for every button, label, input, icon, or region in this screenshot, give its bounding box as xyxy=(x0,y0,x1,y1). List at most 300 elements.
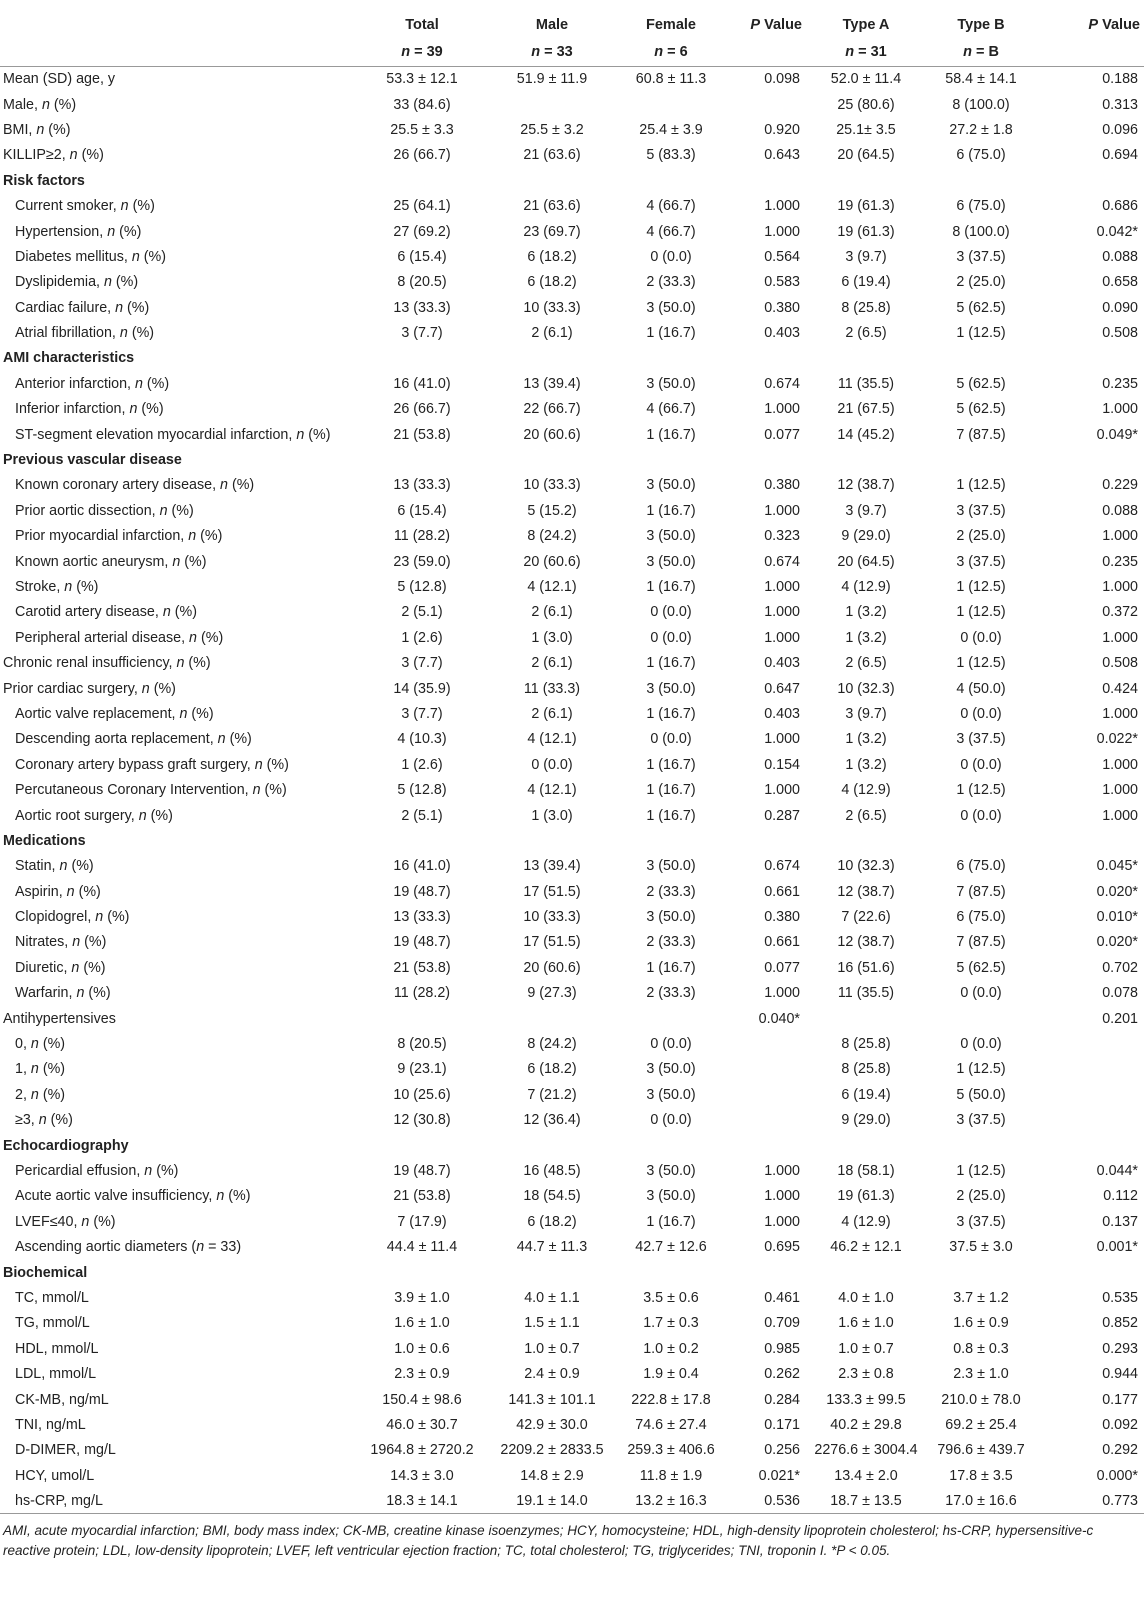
header-cell-p-value-sex: P Value xyxy=(750,17,802,33)
cell-p-value-sex: 1.000 xyxy=(764,604,800,621)
cell-type-a: 14 (45.2) xyxy=(837,426,895,443)
cell-type-a: 7 (22.6) xyxy=(841,909,891,926)
cell-total: 12 (30.8) xyxy=(393,1112,451,1129)
cell-type-b: 1.6 ± 0.9 xyxy=(953,1315,1009,1332)
row-label: Acute aortic valve insufficiency, n (%) xyxy=(15,1188,251,1205)
cell-p-value-sex: 0.154 xyxy=(764,756,800,773)
cell-type-b: 3 (37.5) xyxy=(956,502,1006,519)
cell-female: 3 (50.0) xyxy=(646,680,696,697)
cell-female: 0 (0.0) xyxy=(650,1036,692,1053)
cell-p-value-type: 0.045* xyxy=(1096,858,1138,875)
cell-total: 23 (59.0) xyxy=(393,553,451,570)
cell-type-a: 13.4 ± 2.0 xyxy=(834,1467,898,1484)
table-row xyxy=(0,1057,1144,1082)
cell-type-a: 8 (25.8) xyxy=(841,1036,891,1053)
row-label: Clopidogrel, n (%) xyxy=(15,909,130,926)
cell-total: 1 (2.6) xyxy=(401,629,443,646)
table-row xyxy=(0,930,1144,955)
cell-total: 1 (2.6) xyxy=(401,756,443,773)
table-row xyxy=(0,143,1144,168)
cell-type-a: 2 (6.5) xyxy=(845,325,887,342)
cell-p-value-sex: 1.000 xyxy=(764,629,800,646)
cell-p-value-sex: 1.000 xyxy=(764,985,800,1002)
cell-female: 2 (33.3) xyxy=(646,934,696,951)
cell-total: 44.4 ± 11.4 xyxy=(386,1239,458,1256)
cell-p-value-sex: 0.403 xyxy=(764,325,800,342)
cell-female: 3 (50.0) xyxy=(646,858,696,875)
cell-male: 6 (18.2) xyxy=(527,1213,577,1230)
cell-type-a: 4 (12.9) xyxy=(841,782,891,799)
table-row xyxy=(0,701,1144,726)
cell-total: 33 (84.6) xyxy=(393,96,451,113)
table-row xyxy=(0,1336,1144,1361)
cell-p-value-type: 0.773 xyxy=(1102,1492,1138,1509)
cell-total: 13 (33.3) xyxy=(393,299,451,316)
cell-type-b: 17.8 ± 3.5 xyxy=(949,1467,1013,1484)
cell-total: 5 (12.8) xyxy=(397,782,447,799)
cell-p-value-sex: 0.647 xyxy=(764,680,800,697)
cell-female: 3 (50.0) xyxy=(646,1086,696,1103)
cell-p-value-sex: 0.287 xyxy=(764,807,800,824)
cell-total: 8 (20.5) xyxy=(397,1036,447,1053)
cell-total xyxy=(356,346,488,371)
cell-type-b: 210.0 ± 78.0 xyxy=(941,1391,1021,1408)
row-label: Stroke, n (%) xyxy=(15,579,99,595)
cell-p-value-type: 1.000 xyxy=(1102,705,1138,722)
cell-male xyxy=(488,346,616,371)
cell-p-value-sex: 0.695 xyxy=(764,1239,800,1256)
row-label: Mean (SD) age, y xyxy=(3,71,116,88)
cell-total: 26 (66.7) xyxy=(393,147,451,164)
cell-total: 2 (5.1) xyxy=(401,604,443,621)
cell-female: 3.5 ± 0.6 xyxy=(643,1289,699,1306)
table-row xyxy=(0,1361,1144,1386)
cell-total: 7 (17.9) xyxy=(397,1213,447,1230)
cell-total: 26 (66.7) xyxy=(393,401,451,418)
cell-type-b: 5 (50.0) xyxy=(956,1086,1006,1103)
cell-female: 0 (0.0) xyxy=(650,248,692,265)
cell-p-value-type: 1.000 xyxy=(1102,782,1138,799)
cell-type-b: 37.5 ± 3.0 xyxy=(949,1239,1013,1256)
cell-type-b: 1 (12.5) xyxy=(956,1162,1006,1179)
cell-female xyxy=(616,828,726,853)
row-label: 1, n (%) xyxy=(15,1061,66,1078)
cell-p-value-sex: 0.564 xyxy=(764,248,800,265)
row-label: Dyslipidemia, n (%) xyxy=(15,274,139,291)
cell-male: 17 (51.5) xyxy=(523,883,581,900)
cell-type-a: 2 (6.5) xyxy=(845,807,887,824)
table-row xyxy=(0,1158,1144,1183)
cell-total xyxy=(356,168,488,193)
cell-male: 20 (60.6) xyxy=(523,426,581,443)
cell-p-value-type xyxy=(1036,1108,1144,1133)
cell-p-value-sex: 0.171 xyxy=(764,1416,800,1433)
cell-p-value-type: 0.000* xyxy=(1096,1467,1138,1484)
cell-male: 11 (33.3) xyxy=(523,680,581,697)
cell-p-value-type xyxy=(1036,1082,1144,1107)
cell-type-a xyxy=(806,447,926,472)
cell-female: 25.4 ± 3.9 xyxy=(639,121,703,138)
cell-type-b: 2 (25.0) xyxy=(956,1188,1006,1205)
cell-male: 1.0 ± 0.7 xyxy=(524,1340,580,1357)
cell-total: 46.0 ± 30.7 xyxy=(386,1416,458,1433)
cell-female: 1.0 ± 0.2 xyxy=(643,1340,699,1357)
table-row xyxy=(0,1184,1144,1209)
cell-male: 44.7 ± 11.3 xyxy=(516,1239,588,1256)
cell-type-a: 25.1± 3.5 xyxy=(836,121,896,138)
section-header-row xyxy=(0,828,1144,853)
table-row xyxy=(0,92,1144,117)
cell-type-a: 1.6 ± 1.0 xyxy=(838,1315,894,1332)
cell-type-b: 0 (0.0) xyxy=(960,705,1002,722)
cell-female: 0 (0.0) xyxy=(650,604,692,621)
cell-female: 0 (0.0) xyxy=(650,1112,692,1129)
cell-female: 3 (50.0) xyxy=(646,1061,696,1078)
table-row xyxy=(0,397,1144,422)
cell-male: 25.5 ± 3.2 xyxy=(520,121,584,138)
cell-male: 8 (24.2) xyxy=(527,528,577,545)
cell-type-a: 18.7 ± 13.5 xyxy=(830,1492,902,1509)
row-label: Carotid artery disease, n (%) xyxy=(15,604,197,621)
cell-male: 21 (63.6) xyxy=(523,198,581,215)
cell-p-value-sex: 1.000 xyxy=(764,223,800,240)
cell-total: 16 (41.0) xyxy=(393,375,451,392)
cell-p-value-type: 0.090 xyxy=(1102,299,1138,316)
cell-female: 1 (16.7) xyxy=(646,756,696,773)
cell-type-a: 2.3 ± 0.8 xyxy=(838,1366,894,1383)
row-label: KILLIP≥2, n (%) xyxy=(3,147,104,164)
cell-male: 21 (63.6) xyxy=(523,147,581,164)
cell-type-b: 1 (12.5) xyxy=(956,477,1006,494)
cell-type-a: 19 (61.3) xyxy=(837,1188,895,1205)
cell-p-value-type: 0.508 xyxy=(1102,325,1138,342)
cell-total: 1.0 ± 0.6 xyxy=(394,1340,450,1357)
cell-female xyxy=(616,1006,726,1031)
cell-p-value-type: 0.372 xyxy=(1102,604,1138,621)
cell-male: 18 (54.5) xyxy=(523,1188,581,1205)
cell-female: 3 (50.0) xyxy=(646,299,696,316)
cell-male: 20 (60.6) xyxy=(523,959,581,976)
cell-type-a: 4 (12.9) xyxy=(841,1213,891,1230)
row-label: Prior myocardial infarction, n (%) xyxy=(15,528,223,545)
row-label: Diabetes mellitus, n (%) xyxy=(15,248,166,265)
row-label: Atrial fibrillation, n (%) xyxy=(15,325,155,342)
cell-type-a: 12 (38.7) xyxy=(837,934,895,951)
cell-p-value-sex xyxy=(726,1057,806,1082)
row-label: Descending aorta replacement, n (%) xyxy=(15,731,252,748)
cell-type-a xyxy=(806,346,926,371)
cell-p-value-sex: 0.920 xyxy=(764,121,800,138)
header-cell-variable xyxy=(0,0,356,67)
cell-female: 3 (50.0) xyxy=(646,1162,696,1179)
row-label: Known aortic aneurysm, n (%) xyxy=(15,553,207,570)
row-label: Anterior infarction, n (%) xyxy=(15,375,170,392)
cell-male xyxy=(488,447,616,472)
cell-p-value-type: 0.112 xyxy=(1103,1188,1138,1205)
table-row xyxy=(0,1082,1144,1107)
cell-p-value-type: 0.535 xyxy=(1102,1289,1138,1306)
section-title: Risk factors xyxy=(3,172,85,189)
cell-p-value-sex: 1.000 xyxy=(764,198,800,215)
row-label: Coronary artery bypass graft surgery, n (%) xyxy=(15,756,289,773)
row-label: Prior aortic dissection, n (%) xyxy=(15,502,194,519)
cell-male: 8 (24.2) xyxy=(527,1036,577,1053)
cell-type-b: 0.8 ± 0.3 xyxy=(953,1340,1009,1357)
table-row xyxy=(0,1209,1144,1234)
cell-female: 259.3 ± 406.6 xyxy=(627,1442,715,1459)
cell-male: 19.1 ± 14.0 xyxy=(516,1492,588,1509)
cell-total: 6 (15.4) xyxy=(397,502,447,519)
cell-total: 14.3 ± 3.0 xyxy=(390,1467,454,1484)
section-header-row xyxy=(0,346,1144,371)
cell-type-b: 7 (87.5) xyxy=(956,883,1006,900)
row-label: TG, mmol/L xyxy=(15,1315,90,1332)
table-row xyxy=(0,422,1144,447)
table-row xyxy=(0,1488,1144,1513)
cell-p-value-sex: 0.077 xyxy=(764,959,800,976)
cell-p-value-type: 0.049* xyxy=(1096,426,1138,443)
cell-total: 2 (5.1) xyxy=(401,807,443,824)
cell-male: 5 (15.2) xyxy=(527,502,577,519)
cell-type-a: 1 (3.2) xyxy=(845,756,887,773)
cell-type-b: 6 (75.0) xyxy=(956,858,1006,875)
cell-p-value-type: 0.088 xyxy=(1102,248,1138,265)
cell-p-value-type xyxy=(1036,1260,1144,1285)
cell-type-b xyxy=(926,828,1036,853)
cell-p-value-type: 0.313 xyxy=(1102,96,1138,113)
cell-p-value-type: 0.944 xyxy=(1102,1366,1138,1383)
cell-total: 19 (48.7) xyxy=(393,934,451,951)
table-row xyxy=(0,498,1144,523)
table-row xyxy=(0,600,1144,625)
cell-total: 3 (7.7) xyxy=(401,705,443,722)
cell-p-value-type: 0.292 xyxy=(1102,1442,1138,1459)
cell-total: 25.5 ± 3.3 xyxy=(390,121,454,138)
cell-p-value-type: 1.000 xyxy=(1102,401,1138,418)
cell-p-value-type: 0.001* xyxy=(1096,1239,1138,1256)
cell-total: 1964.8 ± 2720.2 xyxy=(370,1442,474,1459)
table-row xyxy=(0,727,1144,752)
cell-type-b: 3 (37.5) xyxy=(956,553,1006,570)
row-label: Nitrates, n (%) xyxy=(15,934,107,951)
row-label: Male, n (%) xyxy=(3,96,77,113)
cell-male: 9 (27.3) xyxy=(527,985,577,1002)
cell-p-value-type: 0.092 xyxy=(1102,1416,1138,1433)
cell-total: 21 (53.8) xyxy=(393,426,451,443)
header-cell-type-a: Type A n = 31 xyxy=(842,17,890,60)
cell-p-value-type: 0.852 xyxy=(1102,1315,1138,1332)
cell-type-a xyxy=(806,1006,926,1031)
cell-male: 4 (12.1) xyxy=(527,579,577,595)
cell-male: 141.3 ± 101.1 xyxy=(508,1391,596,1408)
cell-male: 10 (33.3) xyxy=(523,299,581,316)
cell-male: 20 (60.6) xyxy=(523,553,581,570)
cell-type-b: 3 (37.5) xyxy=(956,1213,1006,1230)
cell-total xyxy=(356,1260,488,1285)
cell-male xyxy=(488,1260,616,1285)
cell-type-a: 2 (6.5) xyxy=(845,655,887,672)
table-row xyxy=(0,1006,1144,1031)
cell-female: 1 (16.7) xyxy=(646,807,696,824)
cell-female: 4 (66.7) xyxy=(646,198,696,215)
cell-p-value-type: 0.229 xyxy=(1102,477,1138,494)
cell-total: 11 (28.2) xyxy=(393,528,451,545)
cell-female: 1 (16.7) xyxy=(646,655,696,672)
row-label: Peripheral arterial disease, n (%) xyxy=(15,629,224,646)
table-row xyxy=(0,752,1144,777)
cell-p-value-sex: 1.000 xyxy=(764,1162,800,1179)
cell-female: 1 (16.7) xyxy=(646,959,696,976)
cell-p-value-sex: 0.536 xyxy=(764,1492,800,1509)
cell-p-value-type: 0.424 xyxy=(1102,680,1138,697)
cell-p-value-type: 0.044* xyxy=(1096,1162,1138,1179)
cell-total: 13 (33.3) xyxy=(393,909,451,926)
row-label: LVEF≤40, n (%) xyxy=(15,1213,116,1230)
cell-p-value-sex: 0.461 xyxy=(764,1289,800,1306)
cell-total: 16 (41.0) xyxy=(393,858,451,875)
cell-total: 8 (20.5) xyxy=(397,274,447,291)
cell-p-value-type: 0.177 xyxy=(1102,1391,1138,1408)
cell-total: 3.9 ± 1.0 xyxy=(394,1289,450,1306)
cell-p-value-type: 0.293 xyxy=(1102,1340,1138,1357)
cell-p-value-sex: 0.709 xyxy=(764,1315,800,1332)
cell-male: 6 (18.2) xyxy=(527,1061,577,1078)
cell-p-value-type: 0.702 xyxy=(1102,959,1138,976)
cell-total: 4 (10.3) xyxy=(397,731,447,748)
cell-type-a: 19 (61.3) xyxy=(837,223,895,240)
cell-p-value-type: 0.508 xyxy=(1102,655,1138,672)
cell-male: 22 (66.7) xyxy=(523,401,581,418)
cell-p-value-sex xyxy=(726,92,806,117)
cell-p-value-type: 0.235 xyxy=(1102,553,1138,570)
cell-male: 42.9 ± 30.0 xyxy=(516,1416,588,1433)
table-row xyxy=(0,371,1144,396)
cell-p-value-sex xyxy=(726,1133,806,1158)
cell-total: 11 (28.2) xyxy=(393,985,451,1002)
cell-type-a: 1 (3.2) xyxy=(845,731,887,748)
cell-type-a: 8 (25.8) xyxy=(841,1061,891,1078)
cell-p-value-sex xyxy=(726,168,806,193)
cell-type-b: 2 (25.0) xyxy=(956,528,1006,545)
cell-p-value-sex xyxy=(726,1031,806,1056)
cell-female xyxy=(616,168,726,193)
cell-type-b: 0 (0.0) xyxy=(960,756,1002,773)
cell-type-b: 4 (50.0) xyxy=(956,680,1006,697)
cell-type-a: 133.3 ± 99.5 xyxy=(826,1391,906,1408)
cell-female: 74.6 ± 27.4 xyxy=(635,1416,707,1433)
row-label: Aspirin, n (%) xyxy=(15,883,101,900)
cell-type-a: 1.0 ± 0.7 xyxy=(838,1340,894,1357)
cell-total: 150.4 ± 98.6 xyxy=(382,1391,462,1408)
cell-type-b: 1 (12.5) xyxy=(956,655,1006,672)
cell-type-a: 6 (19.4) xyxy=(841,274,891,291)
cell-male: 2 (6.1) xyxy=(531,325,573,342)
cell-female: 1 (16.7) xyxy=(646,579,696,595)
cell-total xyxy=(356,447,488,472)
cell-p-value-sex xyxy=(726,1082,806,1107)
cell-type-a: 9 (29.0) xyxy=(841,528,891,545)
cell-type-a xyxy=(806,1260,926,1285)
cell-type-a: 6 (19.4) xyxy=(841,1086,891,1103)
cell-type-b xyxy=(926,1260,1036,1285)
header-cell-female: Female n = 6 xyxy=(646,17,696,60)
row-label: Aortic root surgery, n (%) xyxy=(15,807,173,824)
cell-total xyxy=(356,828,488,853)
cell-total: 19 (48.7) xyxy=(393,1162,451,1179)
cell-p-value-sex: 0.985 xyxy=(764,1340,800,1357)
cell-female: 1 (16.7) xyxy=(646,325,696,342)
cell-type-b: 3.7 ± 1.2 xyxy=(953,1289,1009,1306)
cell-female: 2 (33.3) xyxy=(646,985,696,1002)
cell-total: 6 (15.4) xyxy=(397,248,447,265)
cell-male: 10 (33.3) xyxy=(523,477,581,494)
header-cell-male: Male n = 33 xyxy=(531,17,573,60)
cell-male xyxy=(488,92,616,117)
cell-type-b: 5 (62.5) xyxy=(956,401,1006,418)
cell-type-a: 4 (12.9) xyxy=(841,579,891,595)
cell-female: 1 (16.7) xyxy=(646,426,696,443)
cell-p-value-type: 0.201 xyxy=(1102,1010,1138,1027)
cell-p-value-sex: 1.000 xyxy=(764,1213,800,1230)
cell-type-a: 21 (67.5) xyxy=(837,401,895,418)
header-row xyxy=(0,0,1144,67)
cell-type-b xyxy=(926,447,1036,472)
cell-p-value-type: 0.658 xyxy=(1102,274,1138,291)
cell-female: 1 (16.7) xyxy=(646,782,696,799)
table-row xyxy=(0,1031,1144,1056)
cell-male: 4 (12.1) xyxy=(527,731,577,748)
cell-p-value-sex: 0.674 xyxy=(764,553,800,570)
cell-p-value-sex: 1.000 xyxy=(764,782,800,799)
section-header-row xyxy=(0,447,1144,472)
cell-p-value-type: 0.096 xyxy=(1102,121,1138,138)
row-label: Statin, n (%) xyxy=(15,858,94,875)
cell-type-b: 8 (100.0) xyxy=(952,223,1010,240)
table-row xyxy=(0,320,1144,345)
table-row xyxy=(0,1438,1144,1463)
row-label: Ascending aortic diameters (n = 33) xyxy=(15,1239,242,1256)
cell-p-value-type xyxy=(1036,1133,1144,1158)
cell-female: 0 (0.0) xyxy=(650,629,692,646)
cell-p-value-type xyxy=(1036,1057,1144,1082)
row-label: Known coronary artery disease, n (%) xyxy=(15,477,255,494)
cell-p-value-sex: 0.643 xyxy=(764,147,800,164)
table-row xyxy=(0,879,1144,904)
cell-p-value-type: 1.000 xyxy=(1102,807,1138,824)
cell-type-b: 69.2 ± 25.4 xyxy=(945,1416,1017,1433)
cell-p-value-sex: 0.380 xyxy=(764,477,800,494)
cell-total: 13 (33.3) xyxy=(393,477,451,494)
row-label: D-DIMER, mg/L xyxy=(15,1442,116,1459)
cell-p-value-sex: 0.674 xyxy=(764,858,800,875)
cell-male: 2209.2 ± 2833.5 xyxy=(500,1442,604,1459)
cell-type-b: 3 (37.5) xyxy=(956,248,1006,265)
cell-female: 4 (66.7) xyxy=(646,401,696,418)
cell-p-value-sex: 0.098 xyxy=(764,71,800,88)
cell-total: 21 (53.8) xyxy=(393,1188,451,1205)
cell-female: 1.7 ± 0.3 xyxy=(643,1315,699,1332)
cell-type-a xyxy=(806,828,926,853)
cell-male: 17 (51.5) xyxy=(523,934,581,951)
row-label: Inferior infarction, n (%) xyxy=(15,401,164,418)
cell-p-value-sex xyxy=(726,346,806,371)
table-row xyxy=(0,1108,1144,1133)
cell-type-a: 25 (80.6) xyxy=(837,96,895,113)
cell-type-b: 1 (12.5) xyxy=(956,325,1006,342)
cell-female: 2 (33.3) xyxy=(646,883,696,900)
cell-p-value-type xyxy=(1036,346,1144,371)
table-row xyxy=(0,473,1144,498)
